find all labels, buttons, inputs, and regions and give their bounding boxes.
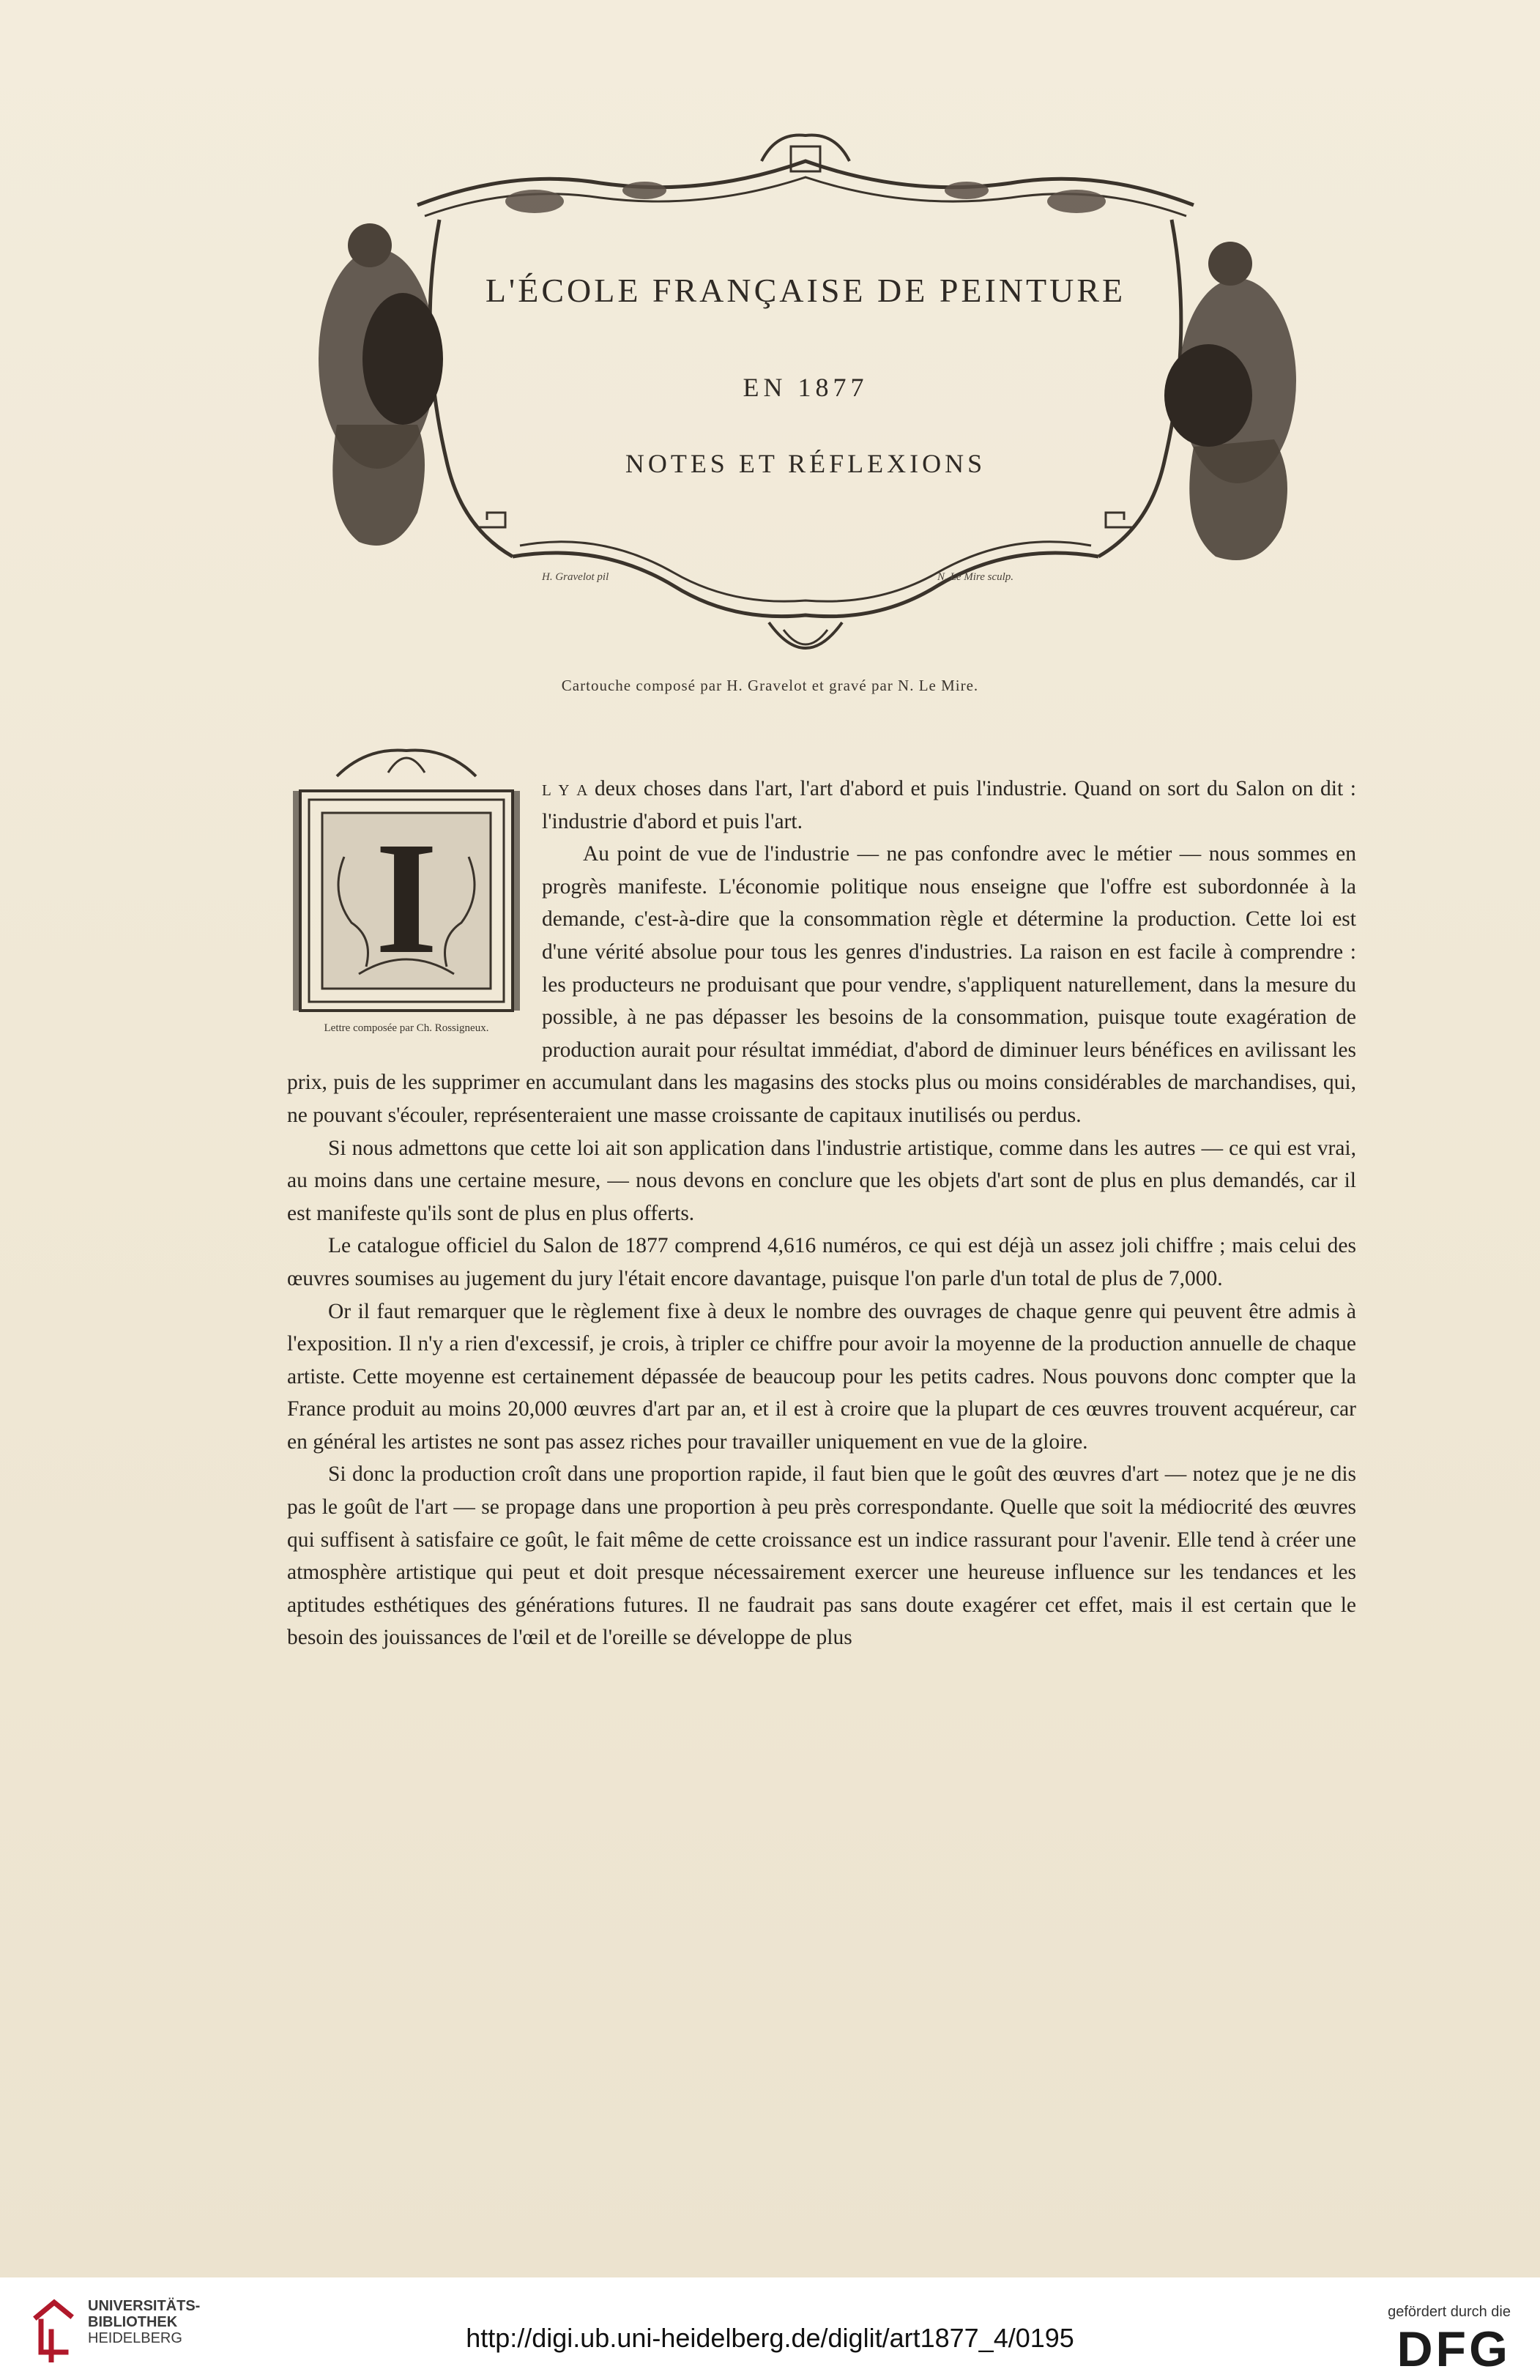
paragraph-4: Le catalogue officiel du Salon de 1877 comprend 4,616 numéros, ce qui est déjà un assez joli chiffre ; mais celui des œuvres soumises au jugement du jury l'était encore davantage, puisque l'on parle d'un total de plus de 7,000. xyxy=(287,1234,1356,1290)
digitization-footer xyxy=(0,2277,1540,2380)
paragraph-3: Si nous admettons que cette loi ait son application dans l'industrie artistique, comme dans les autres — ce qui est vrai, au moins dans une certaine mesure, — nous devons en conclure que les objets d'art sont de plus en plus demandés, car il est manifeste qu'ils sont de plus en plus offerts. xyxy=(287,1136,1356,1225)
engraving-signature-left: H. Gravelot pil xyxy=(542,571,609,583)
article-title: L'ÉCOLE FRANÇAISE DE PEINTURE xyxy=(485,272,1126,309)
library-name: UNIVERSITÄTS- BIBLIOTHEK HEIDELBERG xyxy=(88,2298,201,2346)
paragraph-2: Au point de vue de l'industrie — ne pas confondre avec le métier — nous sommes en progrès manifeste. L'économie politique nous enseigne que l'offre est subordonnée à la demande, c'est-à-dire que la consommation règle et détermine la production. Cette loi est d'une vérité absolue pour tous les genres d'industries. La raison en est facile à comprendre : les producteurs ne produisant que pour vendre, s'appliquent naturellement, dans la mesure du possible, à ne pas dépasser les besoins de la consommation, puisque toute exagération de production aurait pour résultat immédiat, d'abord de diminuer leurs bénéfices en avilissant les prix, puis de les supprimer en accumulant dans les magasins des stocks plus ou moins considérables de marchandises, qui, ne pouvant s'écouler, représenteraient une masse croissante de capitaux inutilisés ou perdus. xyxy=(287,842,1356,1127)
dropcap-letter: I xyxy=(375,808,438,987)
cartouche-caption: Cartouche composé par H. Gravelot et gravé par N. Le Mire. xyxy=(561,677,979,694)
permalink-url[interactable]: http://digi.ub.uni-heidelberg.de/diglit/art1877_4/0195 xyxy=(466,2323,1074,2353)
article-subtitle: NOTES ET RÉFLEXIONS xyxy=(625,449,986,478)
dropcap-caption: Lettre composée par Ch. Rossigneux. xyxy=(324,1022,489,1034)
paragraph-6: Si donc la production croît dans une proportion rapide, il faut bien que le goût des œuvres d'art — notez que je ne dis pas le goût de l'art — se propage dans une proportion à peu près correspondante. Quelle que soit la médiocrité des œuvres qui suffisent à satisfaire ce goût, le fait même de cette croissance est un indice rassurant pour l'avenir. Elle tend à créer une atmosphère artistique qui peut et doit presque nécessairement exercer une heureuse influence sur les tendances et les aptitudes esthétiques des générations futures. Il ne faudrait pas sans doute exagérer cet effet, mais il est certain que le besoin des jouissances de l'œil et de l'oreille se développe de plus xyxy=(287,1462,1356,1650)
paragraph-1-lead: l y a xyxy=(542,777,588,800)
engraving-signature-right: N. Le Mire sculp. xyxy=(937,571,1014,583)
article-body xyxy=(287,773,1356,1654)
article-year-line: EN 1877 xyxy=(743,373,868,402)
funding-label: gefördert durch die xyxy=(1388,2304,1511,2320)
paragraph-5: Or il faut remarquer que le règlement fixe à deux le nombre des ouvrages de chaque genre qui peuvent être admis à l'exposition. Il n'y a rien d'excessif, je crois, à tripler ce chiffre pour avoir la moyenne de la production annuelle de chaque artiste. Cette moyenne est certainement dépassée de beaucoup pour les petits cadres. Nous pouvons donc compter que la France produit au moins 20,000 œuvres d'art par an, et il est à croire que la plupart de ces œuvres trouvent acquéreur, car en général les artistes ne sont pas assez riches pour travailler uniquement en vue de la gloire. xyxy=(287,1299,1356,1454)
title-cartouche xyxy=(293,117,1318,674)
paragraph-1-text: deux choses dans l'art, l'art d'abord et puis l'industrie. Quand on sort du Salon on dit : l'industrie d'abord et puis l'art. xyxy=(542,777,1356,833)
dfg-logo: DFG xyxy=(1396,2321,1511,2377)
